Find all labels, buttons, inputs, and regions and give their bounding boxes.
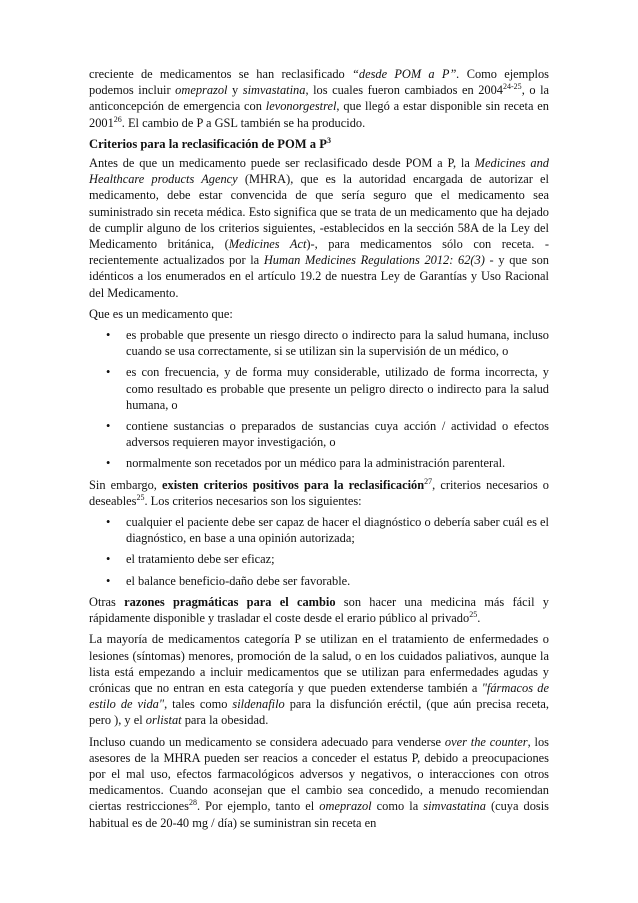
footnote-ref: 28 (189, 798, 197, 808)
text: son hacer una medicina más fácil y rápidamente disponible y trasladar el coste desde el erario público al privado (89, 594, 549, 626)
text: y que son idénticos a los enumerados en el artículo 19.2 de nuestra Ley de Garantías y Uso Racional del Medicamento. (89, 253, 549, 300)
drug-name: omeprazol (175, 83, 228, 98)
bullet-icon: • (106, 552, 111, 567)
text: . Por ejemplo, tanto el (197, 799, 320, 814)
text: Incluso cuando un medicamento se considera adecuado para venderse (89, 734, 445, 749)
italic-text: over the counter (444, 734, 528, 749)
text: Otras (89, 594, 125, 609)
text: La mayoría de medicamentos categoría P se utilizan en el tratamiento de enfermedades o lesiones (síntomas) menores, promoción de la salud, o en los cuidados paliativos, aunque la lista está empezando a incluir medicamentos que se utilizan para enfermedades agudas y crónicas que no entran en esta categoría y que pueden extenderse también a (89, 632, 549, 695)
list-item (89, 455, 549, 471)
footnote-ref: 24-25 (503, 82, 522, 92)
text: para la obesidad. (181, 713, 269, 728)
bullet-icon: • (106, 328, 111, 343)
list-item-text: es probable que presente un riesgo directo o indirecto para la salud humana, incluso cuando se usa correctamente, si se utilizan sin la supervisión de un médico, o (126, 328, 549, 359)
list-item (89, 364, 549, 413)
text: (cuya dosis habitual es de 20-40 mg / día) se suministran sin receta en (89, 799, 549, 830)
italic-text: "fármacos de estilo de vida" (89, 680, 549, 712)
text: , los cuales fueron cambiados en 2004 (305, 83, 504, 98)
list-item-text: cualquier el paciente debe ser capaz de hacer el diagnóstico o debería saber cuál es el diagnóstico, en base a una opinión autorizada; (126, 515, 549, 546)
paragraph-category-p (89, 631, 549, 728)
footnote-ref: 25 (469, 610, 478, 620)
list-item-text: el tratamiento debe ser eficaz; (126, 552, 275, 567)
heading-text: Criterios para la reclasificación de POM a P (89, 136, 327, 151)
regulation-name: Human Medicines Regulations 2012: 62(3) - (263, 253, 494, 268)
footnote-ref: 25 (136, 492, 145, 502)
footnote-ref: 26 (113, 114, 122, 124)
text: . El cambio de P a GSL también se ha producido. (121, 115, 366, 130)
text: como la (371, 799, 424, 814)
bold-text: existen criterios positivos para la reclasificación (162, 477, 425, 492)
necessary-criteria-list (89, 514, 549, 589)
bullet-icon: • (106, 573, 111, 588)
text: , tales como (164, 697, 233, 712)
drug-name: levonorgestrel (265, 99, 337, 114)
text: y (227, 83, 243, 98)
list-item-text: el balance beneficio-daño debe ser favorable. (126, 573, 351, 588)
text: , o la anticoncepción de emergencia con (89, 83, 550, 114)
text: (MHRA), que es la autoridad encargada de autorizar el medicamento, debe estar convencida de que sería seguro que el medicamento sea suministrado sin receta médica. Esto significa que se trata de un medicamento que ha dejado de cumplir alguno de los criterios siguientes, -establecidos en la sección 58A de la Ley del Medicamento británica, ( (89, 172, 549, 252)
drug-name: omeprazol (319, 799, 372, 814)
text: para la disfunción eréctil, (que aún precisa receta, pero ), y el (89, 697, 549, 728)
drug-name: simvastatina (423, 799, 486, 814)
paragraph-positive-criteria (89, 477, 549, 509)
paragraph-pragmatic-reasons (89, 594, 549, 626)
text: creciente de medicamentos se han reclasificado (89, 67, 352, 81)
paragraph-intro (89, 66, 549, 131)
footnote-ref: 27 (424, 476, 433, 486)
document-page (89, 66, 549, 836)
bullet-icon: • (106, 365, 111, 380)
quote-text: “desde POM a P”. (351, 67, 460, 81)
text: Sin embargo, (89, 477, 162, 492)
list-item-text: es con frecuencia, y de forma muy considerable, utilizado de forma incorrecta, y como resultado es probable que presente un peligro directo o indirecto para la salud humana, o (126, 365, 549, 412)
footnote-ref: 3 (326, 135, 331, 145)
list-item (89, 514, 549, 546)
text: , los asesores de la MHRA pueden ser reacios a conceder el estatus P, debido a preocupaciones por el mal uso, efectos farmacológicos adversos y negativos, o interacciones con otros medicamentos. Cuando aconsejan que el cambio sea concedido, a menudo recomiendan ciertas restricciones (89, 734, 550, 814)
text: . Los criterios necesarios son los siguientes: (144, 493, 362, 508)
text: . (477, 611, 481, 626)
paragraph-list-intro: Que es un medicamento que: (89, 306, 233, 321)
bullet-icon: • (106, 515, 111, 530)
text: Antes de que un medicamento puede ser reclasificado desde POM a P, la (89, 156, 475, 171)
list-item (89, 418, 549, 450)
paragraph-criteria (89, 155, 549, 301)
list-item-text: normalmente son recetados por un médico para la administración parenteral. (126, 456, 506, 471)
list-item-text: contiene sustancias o preparados de sustancias cuya acción / actividad o efectos adversos requieren mayor investigación, o (126, 419, 549, 450)
bullet-icon: • (106, 456, 111, 471)
agency-name: Medicines and Healthcare products Agency (89, 156, 549, 187)
drug-name: orlistat (145, 713, 182, 728)
text: , que llegó a estar disponible sin receta en 2001 (89, 99, 549, 130)
act-name: Medicines Act (228, 237, 307, 252)
list-item (89, 573, 549, 589)
drug-name: sildenafilo (232, 697, 285, 712)
bullet-icon: • (106, 419, 111, 434)
drug-name: simvastatina (242, 83, 306, 98)
text: Como ejemplos podemos incluir (89, 67, 549, 98)
paragraph-restrictions (89, 734, 549, 831)
text: )-, para medicamentos sólo con receta. - recientemente actualizados por la (89, 237, 549, 268)
list-item (89, 327, 549, 359)
criteria-list (89, 327, 549, 472)
list-item (89, 551, 549, 567)
section-heading (89, 136, 549, 152)
bold-text: razones pragmáticas para el cambio (124, 594, 336, 609)
text: , criterios necesarios o deseables (89, 477, 549, 508)
